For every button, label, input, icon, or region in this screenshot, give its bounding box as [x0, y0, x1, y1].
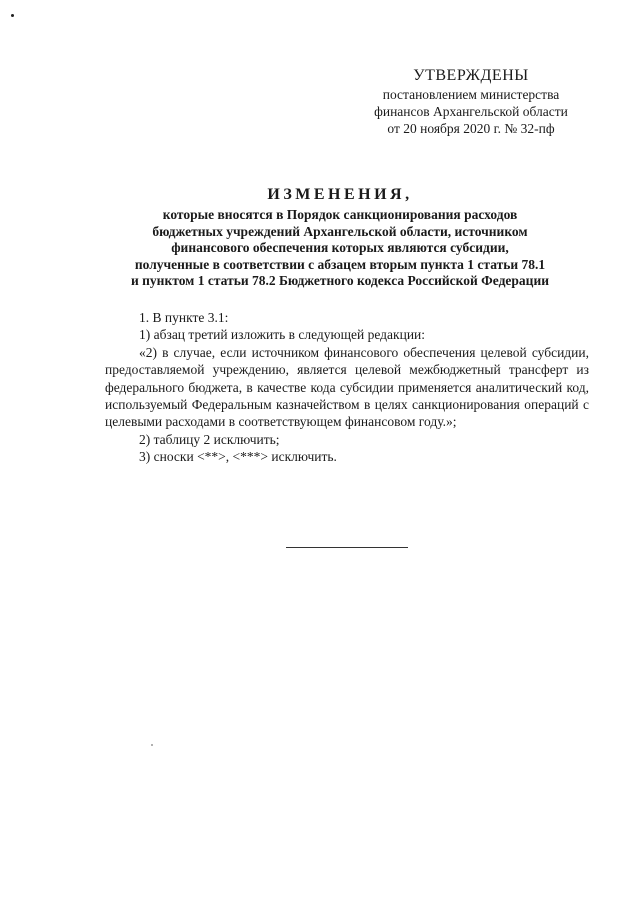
title-line: бюджетных учреждений Архангельской области, источником: [152, 223, 528, 239]
body-paragraph: «2) в случае, если источником финансового обеспечения целевой субсидии, предоставляемой учреждению, является целевой межбюджетный трансферт из федерального бюджета, в качестве кода субсидии применяется аналитический код, используемый Федеральным казначейством в целях санкционирования операций с целевыми расходами в соответствующем финансовом году.»;: [105, 344, 589, 430]
approval-line-1: постановлением министерства: [382, 87, 560, 102]
title-heading: ИЗМЕНЕНИЯ,: [267, 186, 413, 203]
approved-label: УТВЕРЖДЕНЫ: [413, 67, 529, 84]
title-line: финансового обеспечения которых являются субсидии,: [171, 240, 509, 256]
approval-line-3: от 20 ноября 2020 г. № 32-пф: [387, 121, 555, 136]
body-paragraph: 1. В пункте 3.1:: [139, 310, 229, 325]
title-line: полученные в соответствии с абзацем вторым пункта 1 статьи 78.1: [134, 256, 546, 272]
scan-speck: [11, 14, 14, 17]
body-paragraph: 2) таблицу 2 исключить;: [139, 431, 280, 447]
scan-speck: [151, 744, 153, 746]
approval-stamp-block: [346, 66, 596, 137]
document-body: [105, 309, 589, 466]
body-paragraph: 1) абзац третий изложить в следующей редакции:: [139, 327, 426, 343]
title-line: и пунктом 1 статьи 78.2 Бюджетного кодекса Российской Федерации: [131, 273, 549, 289]
body-paragraph: 3) сноски <**>, <***> исключить.: [139, 449, 337, 465]
document-title: [70, 184, 610, 290]
end-separator-line: [286, 547, 408, 548]
approval-line-2: финансов Архангельской области: [374, 104, 568, 119]
title-line: которые вносятся в Порядок санкционирования расходов: [162, 207, 518, 222]
